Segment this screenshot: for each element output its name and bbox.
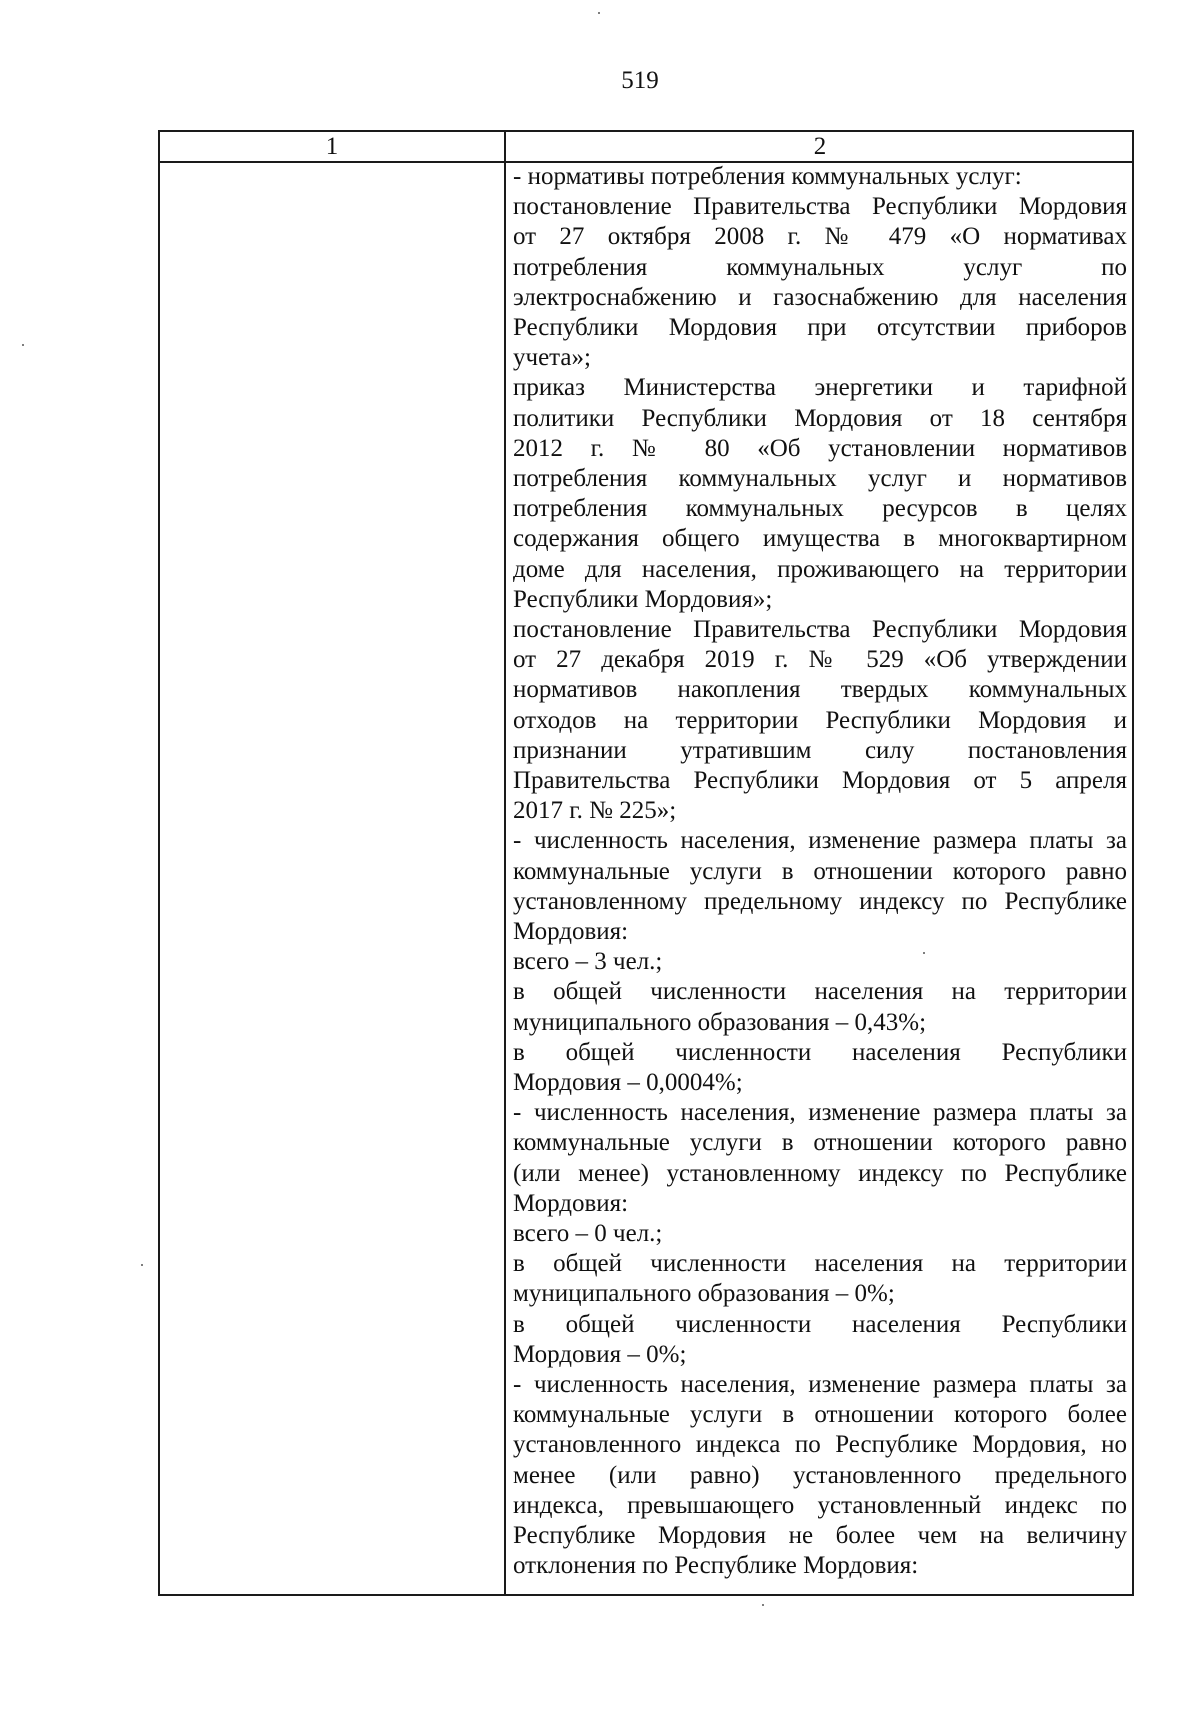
- text-line: установленному предельному индексу по Республике: [513, 887, 1127, 915]
- text-line: Республики Мордовия»;: [513, 585, 773, 613]
- text-line: содержания общего имущества в многоквартирном: [513, 525, 1127, 553]
- page-number: 519: [621, 67, 659, 94]
- scan-dust: [598, 12, 600, 14]
- text-line: Мордовия – 0,0004%;: [513, 1069, 743, 1096]
- scan-dust: [762, 1604, 764, 1606]
- text-line: признании утратившим силу постановления: [513, 736, 1127, 764]
- column-2-text: [513, 162, 1127, 1587]
- text-line: коммунальные услуги в отношении которого равно: [513, 857, 1127, 885]
- text-line: в общей численности населения Республики: [513, 1038, 1127, 1066]
- text-line: Мордовия:: [513, 1189, 629, 1217]
- text-line: отклонения по Республике Мордовия:: [513, 1552, 919, 1580]
- text-line: коммунальные услуги в отношении которого равно: [513, 1129, 1127, 1157]
- text-line: Республике Мордовия не более чем на величину: [513, 1522, 1127, 1549]
- text-line: коммунальные услуги в отношении которого более: [513, 1401, 1127, 1429]
- text-line: потребления коммунальных услуг и нормативов: [513, 465, 1127, 492]
- text-line: от 27 октября 2008 г. № 479 «О нормативах: [513, 223, 1127, 251]
- text-line: Мордовия:: [513, 918, 629, 945]
- text-line: Мордовия – 0%;: [513, 1340, 687, 1368]
- text-line: - численность населения, изменение размера платы за: [513, 1371, 1127, 1398]
- text-line: в общей численности населения на территории: [513, 978, 1127, 1006]
- text-line: 2012 г. № 80 «Об установлении нормативов: [513, 434, 1127, 462]
- text-line: - численность населения, изменение размера платы за: [513, 827, 1127, 855]
- text-line: Республики Мордовия при отсутствии приборов: [513, 314, 1127, 341]
- text-line: всего – 0 чел.;: [513, 1220, 663, 1247]
- document-table: [158, 130, 1134, 1596]
- text-line: всего – 3 чел.;: [513, 948, 663, 976]
- text-line: 2017 г. № 225»;: [513, 797, 677, 825]
- text-line: в общей численности населения Республики: [513, 1310, 1127, 1338]
- text-line: постановление Правительства Республики Мордовия: [513, 193, 1127, 221]
- text-line: Правительства Республики Мордовия от 5 апреля: [513, 767, 1127, 794]
- text-line: учета»;: [513, 344, 591, 372]
- scan-dust: [141, 1264, 143, 1266]
- text-line: менее (или равно) установленного предельного: [513, 1461, 1127, 1489]
- text-line: установленного индекса по Республике Мордовия, но: [513, 1431, 1127, 1459]
- text-line: отходов на территории Республики Мордовия и: [513, 706, 1127, 734]
- column-divider: [504, 132, 506, 1594]
- text-line: от 27 декабря 2019 г. № 529 «Об утверждении: [513, 646, 1127, 674]
- text-line: нормативов накопления твердых коммунальных: [513, 676, 1127, 704]
- scan-dust: [22, 344, 24, 346]
- text-line: - численность населения, изменение размера платы за: [513, 1099, 1127, 1127]
- text-line: потребления коммунальных услуг по: [513, 253, 1127, 281]
- text-line: постановление Правительства Республики Мордовия: [513, 616, 1127, 643]
- text-line: приказ Министерства энергетики и тарифной: [513, 374, 1127, 402]
- column-1-header: 1: [325, 133, 339, 160]
- text-line: доме для населения, проживающего на территории: [513, 555, 1127, 583]
- scan-dust: [923, 952, 925, 954]
- text-line: (или менее) установленному индексу по Республике: [513, 1159, 1127, 1187]
- text-line: муниципального образования – 0%;: [513, 1280, 895, 1308]
- text-line: индекса, превышающего установленный индекс по: [513, 1491, 1127, 1519]
- text-line: муниципального образования – 0,43%;: [513, 1008, 927, 1036]
- text-line: в общей численности населения на территории: [513, 1250, 1127, 1278]
- text-line: электроснабжению и газоснабжению для населения: [513, 283, 1127, 311]
- text-line: - нормативы потребления коммунальных услуг:: [513, 163, 1022, 190]
- text-line: политики Республики Мордовия от 18 сентября: [513, 404, 1127, 432]
- column-2-header: 2: [813, 133, 827, 160]
- text-line: потребления коммунальных ресурсов в целях: [513, 495, 1127, 523]
